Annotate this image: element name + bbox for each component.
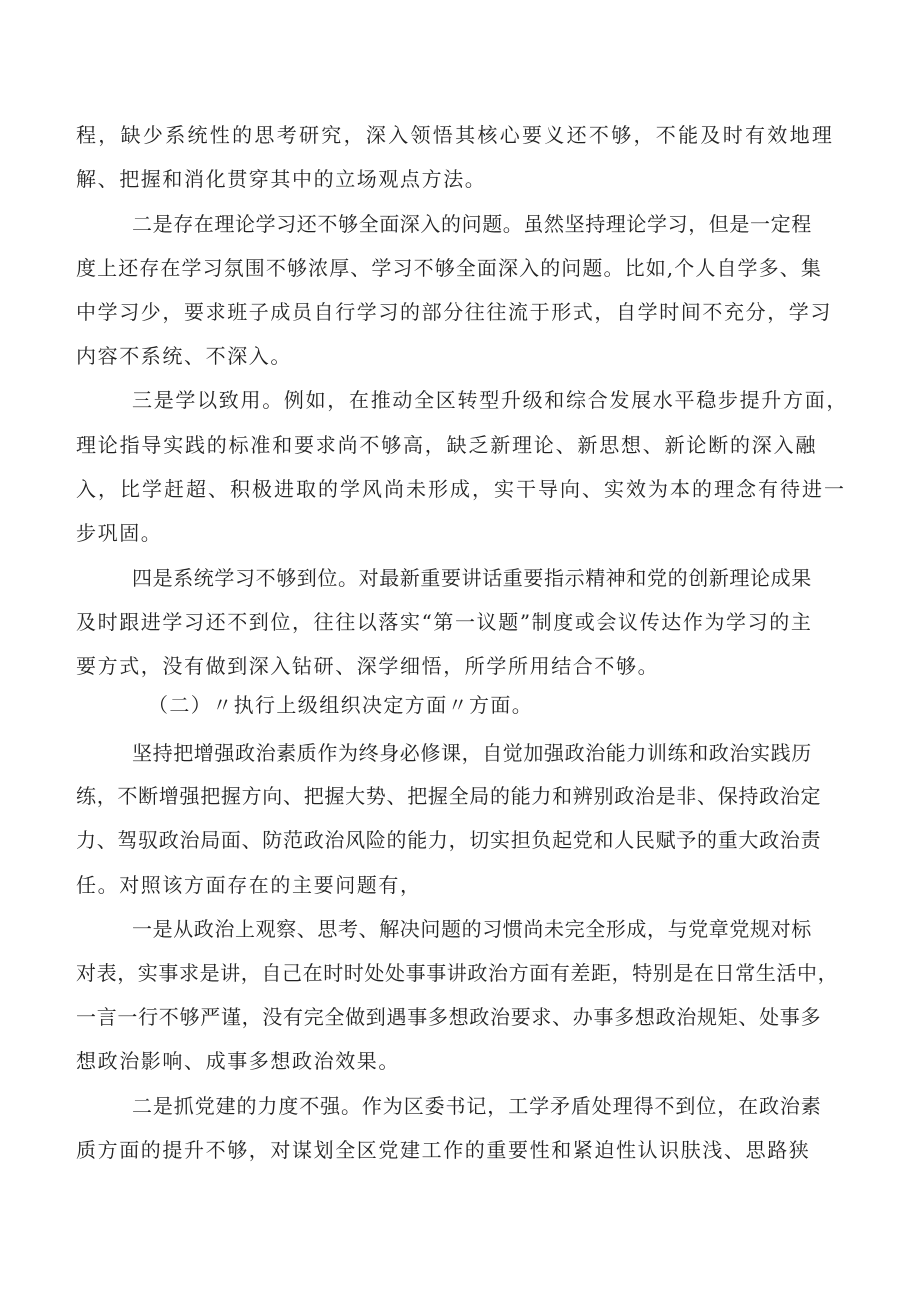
text-line: 坚持把增强政治素质作为终身必修课，自觉加强政治能力训练和政治实践历 [132,741,812,765]
text-line: 一是从政治上观察、思考、解决问题的习惯尚未完全形成，与党章党规对标 [132,917,812,941]
text-line: 步巩固。 [76,521,163,545]
text-line: 程，缺少系统性的思考研究，深入领悟其核心要义还不够，不能及时有效地理 [76,123,835,147]
text-line: 内容不系统、不深入。 [76,344,292,368]
text-line: 想政治影响、成事多想政治效果。 [76,1049,400,1073]
text-line: 度上还存在学习氛围不够浓厚、学习不够全面深入的问题。比如,个人自学多、集 [76,256,822,280]
text-line: 练，不断增强把握方向、把握大势、把握全局的能力和辨别政治是非、保持政治定 [76,784,822,808]
text-line: 一言一行不够严谨，没有完全做到遇事多想政治要求、办事多想政治规矩、处事多 [76,1005,822,1029]
text-line: 对表，实事求是讲，自己在时时处处事事讲政治方面有差距，特别是在日常生活中， [76,961,839,985]
text-line: 解、把握和消化贯穿其中的立场观点方法。 [76,167,487,191]
text-line: 要方式，没有做到深入钻研、深学细悟，所学所用结合不够。 [76,654,660,678]
text-line: 二是抓党建的力度不强。作为区委书记，工学矛盾处理得不到位，在政治素 [132,1094,822,1118]
text-line: 中学习少，要求班子成员自行学习的部分往往流于形式，自学时间不充分，学习 [76,300,832,324]
text-line: 力、驾驭政治局面、防范政治风险的能力，切实担负起党和人民赋予的重大政治责 [76,828,822,852]
text-line: 质方面的提升不够，对谋划全区党建工作的重要性和紧迫性认识肤浅、思路狭 [76,1138,811,1162]
section-heading: （二）〃执行上级组织决定方面〃方面。 [148,693,534,717]
text-line: 及时跟进学习还不到位，往往以落实“第一议题”制度或会议传达作为学习的主 [76,610,813,634]
text-line: 三是学以致用。例如，在推动全区转型升级和综合发展水平稳步提升方面， [132,388,849,412]
text-line: 入，比学赶超、积极进取的学风尚未形成，实干导向、实效为本的理念有待进一 [76,477,846,501]
text-line: 理论指导实践的标准和要求尚不够高，缺乏新理论、新思想、新论断的深入融 [76,433,818,457]
text-line: 四是系统学习不够到位。对最新重要讲话重要指示精神和党的创新理论成果 [132,566,812,590]
text-line: 任。对照该方面存在的主要问题有， [76,873,422,897]
text-line: 二是存在理论学习还不够全面深入的问题。虽然坚持理论学习，但是一定程 [132,212,812,236]
